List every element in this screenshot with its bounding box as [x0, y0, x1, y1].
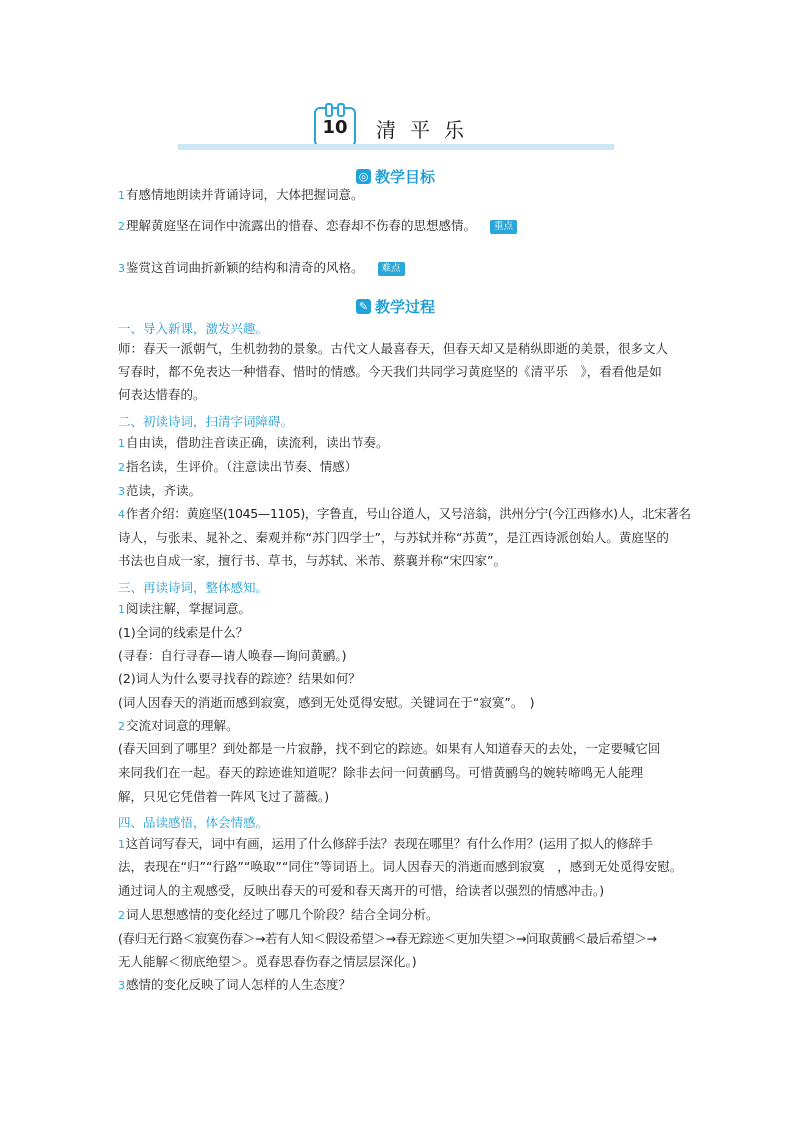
- item-number: 2: [118, 461, 125, 474]
- process-heading-text: 教学过程: [375, 298, 436, 316]
- item-number: 1: [118, 603, 125, 616]
- item-text: 词人思想感情的变化经过了哪几个阶段？结合全词分析。: [126, 907, 439, 922]
- goal-item: [118, 260, 405, 277]
- item-number: 2: [118, 909, 125, 922]
- goal-text: 有感情地朗读并背诵诗词，大体把握词意。: [126, 187, 364, 202]
- answer-line: (寻春：自行寻春—请人唤春—询问黄鹂。): [118, 648, 347, 663]
- goal-text: 理解黄庭坚在词作中流露出的惜春、恋春却不伤春的思想感情。: [126, 218, 477, 233]
- item-number: 1: [118, 437, 125, 450]
- list-item: [118, 836, 653, 853]
- item-number: 4: [118, 508, 125, 521]
- answer-line: (春天回到了哪里？到处都是一片寂静，找不到它的踪迹。如果有人知道春天的去处，一定要喊它回: [118, 741, 661, 756]
- list-item: [118, 506, 691, 523]
- pen-icon: ✎: [356, 299, 371, 314]
- question-line: (1)全词的线索是什么？: [118, 625, 249, 640]
- goal-item: [118, 218, 517, 235]
- process-heading: [356, 296, 435, 317]
- item-text: 这首词写春天，词中有画，运用了什么修辞手法？表现在哪里？有什么作用？(运用了拟人的修辞手: [125, 836, 653, 851]
- goal-number: 2: [118, 220, 125, 233]
- answer-line: 来同我们在一起。春天的踪迹谁知道呢？除非去问一问黄鹂鸟。可惜黄鹂鸟的婉转啼鸣无人能理: [118, 765, 644, 780]
- answer-line: 通过词人的主观感受，反映出春天的可爱和春天离开的可惜，给读者以强烈的情感冲击。): [118, 883, 605, 898]
- goal-number: 3: [118, 262, 125, 275]
- lesson-title: 清平乐: [376, 118, 478, 142]
- list-item: [118, 907, 439, 924]
- section-title: 二、初读诗词，扫清字词障碍。: [118, 414, 294, 429]
- goal-text: 鉴赏这首词曲折新颖的结构和清奇的风格。: [126, 260, 364, 275]
- lesson-number: 10: [322, 116, 348, 138]
- goal-number: 1: [118, 189, 125, 202]
- paragraph-line: 写春时，都不免表达一种惜春、惜时的情感。今天我们共同学习黄庭坚的《清平乐 》，看看他是如: [118, 364, 662, 379]
- item-text: 指名读，生评价。（注意读出节奏、情感）: [126, 459, 358, 474]
- item-text: 感情的变化反映了词人怎样的人生态度？: [126, 977, 352, 992]
- item-text: 交流对词意的理解。: [126, 718, 239, 733]
- list-item: [118, 977, 351, 994]
- question-line: (2)词人为什么要寻找春的踪迹？结果如何？: [118, 671, 361, 686]
- item-number: 3: [118, 979, 125, 992]
- goals-heading: [356, 166, 435, 187]
- list-item: [118, 601, 251, 618]
- difficulty-badge: 难点: [378, 262, 405, 276]
- goals-heading-text: 教学目标: [375, 168, 436, 186]
- section-title: 四、品读感悟，体会情感。: [118, 815, 269, 830]
- answer-line: 法，表现在“归”“行路”“唤取”“同住”等词语上。词人因春天的消逝而感到寂寞 ，感到无处觅得安慰。: [118, 859, 683, 874]
- item-text: 自由读，借助注音读正确，读流利，读出节奏。: [126, 435, 389, 450]
- paragraph-line: 何表达惜春的。: [118, 387, 206, 402]
- paragraph-line: 诗人，与张耒、晁补之、秦观并称“苏门四学士”，与苏轼并称“苏黄”，是江西诗派创始人。黄庭坚的: [118, 530, 669, 545]
- calendar-ring: [325, 103, 333, 117]
- answer-line: 解，只见它凭借着一阵风飞过了蔷薇。): [118, 789, 330, 804]
- list-item: [118, 459, 357, 476]
- answer-line: 无人能解＜彻底绝望＞。觅春思春伤春之情层层深化。): [118, 954, 417, 969]
- item-number: 2: [118, 720, 125, 733]
- answer-line: (春归无行路＜寂寞伤春＞→若有人知＜假设希望＞→春无踪迹＜更加失望＞→问取黄鹂＜最后希望＞→: [118, 931, 657, 946]
- item-number: 1: [118, 838, 125, 851]
- item-number: 3: [118, 485, 125, 498]
- list-item: [118, 718, 239, 735]
- header-divider: [178, 144, 614, 150]
- item-text: 作者介绍：黄庭坚(1045—1105)，字鲁直，号山谷道人，又号涪翁，洪州分宁(今江西修水)人，北宋著名: [125, 506, 691, 521]
- list-item: [118, 435, 389, 452]
- item-text: 范读，齐读。: [126, 483, 202, 498]
- item-text: 阅读注解，掌握词意。: [126, 601, 252, 616]
- goal-item: [118, 187, 364, 204]
- paragraph-line: 书法也自成一家，擅行书、草书，与苏轼、米芾、蔡襄并称“宋四家”。: [118, 553, 506, 568]
- calendar-icon: [314, 107, 356, 147]
- key-point-badge: 重点: [490, 220, 517, 234]
- list-item: [118, 483, 201, 500]
- target-icon: ◎: [356, 169, 371, 184]
- calendar-ring: [337, 103, 345, 117]
- paragraph-line: 师：春天一派朝气，生机勃勃的景象。古代文人最喜春天，但春天却又是稍纵即逝的美景，很多文人: [118, 341, 669, 356]
- lesson-header: [178, 102, 614, 152]
- section-title: 一、导入新课，激发兴趣。: [118, 321, 269, 336]
- section-title: 三、再读诗词，整体感知。: [118, 580, 269, 595]
- answer-line: (词人因春天的消逝而感到寂寞，感到无处觅得安慰。关键词在于“寂寞”。 ): [118, 695, 535, 710]
